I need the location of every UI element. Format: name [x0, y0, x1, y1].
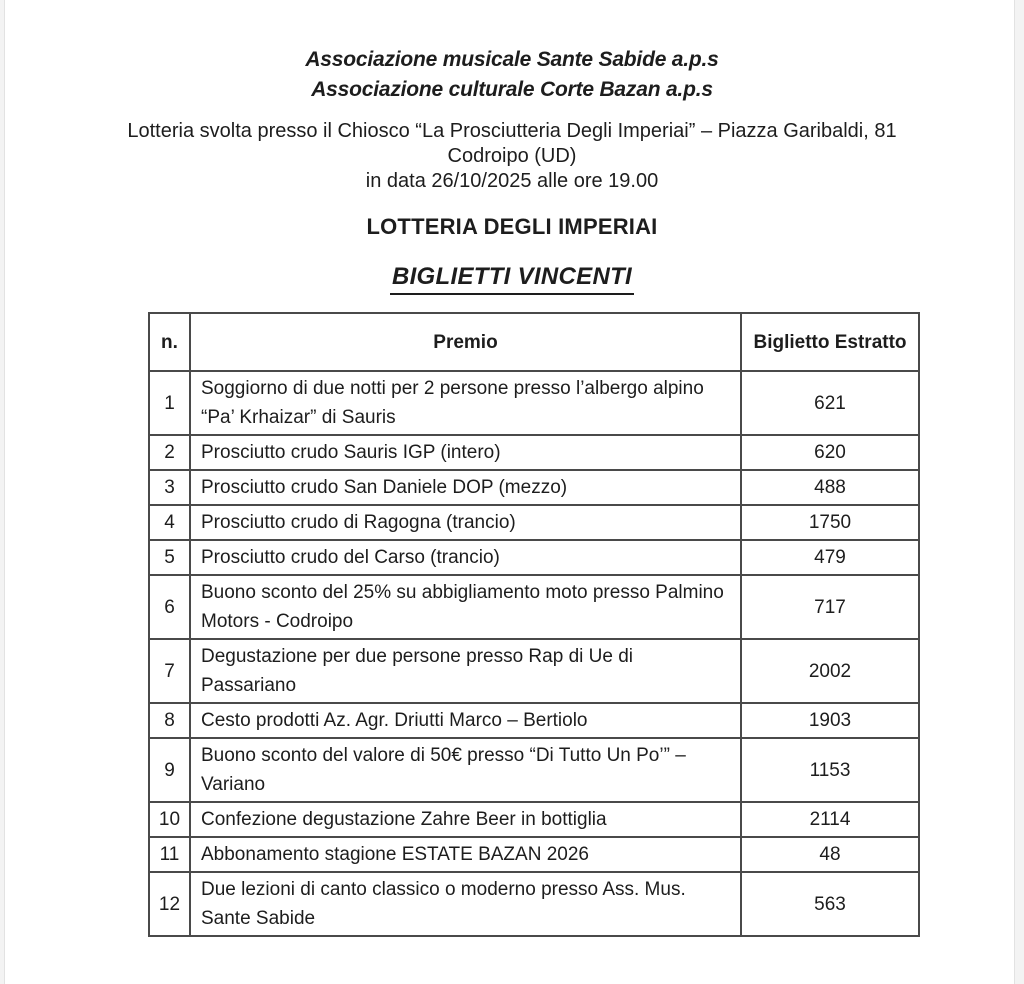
- subtitle-wrap: [0, 262, 1024, 294]
- row-number-cell: 2: [149, 435, 190, 470]
- table-row: [149, 435, 919, 470]
- prize-cell: Prosciutto crudo San Daniele DOP (mezzo): [190, 470, 741, 505]
- column-header-ticket: Biglietto Estratto: [741, 313, 919, 371]
- prize-cell: Due lezioni di canto classico o moderno presso Ass. Mus. Sante Sabide: [190, 872, 741, 936]
- ticket-cell: 620: [741, 435, 919, 470]
- prize-cell: Prosciutto crudo del Carso (trancio): [190, 540, 741, 575]
- row-number-cell: 4: [149, 505, 190, 540]
- prize-cell: Prosciutto crudo Sauris IGP (intero): [190, 435, 741, 470]
- table-row: [149, 738, 919, 802]
- row-number-cell: 10: [149, 802, 190, 837]
- prize-cell: Buono sconto del valore di 50€ presso “Di Tutto Un Po’” – Variano: [190, 738, 741, 802]
- prize-cell: Degustazione per due persone presso Rap di Ue di Passariano: [190, 639, 741, 703]
- row-number-cell: 1: [149, 371, 190, 435]
- prize-cell: Cesto prodotti Az. Agr. Driutti Marco – Bertiolo: [190, 703, 741, 738]
- table-row: [149, 639, 919, 703]
- prize-cell: Abbonamento stagione ESTATE BAZAN 2026: [190, 837, 741, 872]
- row-number-cell: 8: [149, 703, 190, 738]
- venue-info: [0, 119, 1024, 194]
- organization-header: [0, 45, 1024, 105]
- table-row: [149, 575, 919, 639]
- row-number-cell: 9: [149, 738, 190, 802]
- prize-cell: Prosciutto crudo di Ragogna (trancio): [190, 505, 741, 540]
- ticket-cell: 2002: [741, 639, 919, 703]
- organization-name-culturale: Associazione culturale Corte Bazan a.p.s: [311, 78, 713, 101]
- ticket-cell: 479: [741, 540, 919, 575]
- row-number-cell: 3: [149, 470, 190, 505]
- table-row: [149, 540, 919, 575]
- table-row: [149, 837, 919, 872]
- ticket-cell: 1153: [741, 738, 919, 802]
- table-row: [149, 470, 919, 505]
- row-number-cell: 12: [149, 872, 190, 936]
- column-header-number: n.: [149, 313, 190, 371]
- venue-city-line: Codroipo (UD): [447, 145, 577, 167]
- page-right-edge: [1014, 0, 1024, 984]
- table-row: [149, 872, 919, 936]
- winning-tickets-table: [148, 312, 920, 937]
- ticket-cell: 563: [741, 872, 919, 936]
- table-header-row: [149, 313, 919, 371]
- column-header-prize: Premio: [190, 313, 741, 371]
- ticket-cell: 621: [741, 371, 919, 435]
- organization-name-musicale: Associazione musicale Sante Sabide a.p.s: [305, 48, 719, 71]
- row-number-cell: 11: [149, 837, 190, 872]
- ticket-cell: 717: [741, 575, 919, 639]
- ticket-cell: 48: [741, 837, 919, 872]
- table-row: [149, 802, 919, 837]
- lottery-title: LOTTERIA DEGLI IMPERIAI: [366, 214, 658, 239]
- ticket-cell: 1750: [741, 505, 919, 540]
- row-number-cell: 7: [149, 639, 190, 703]
- ticket-cell: 1903: [741, 703, 919, 738]
- row-number-cell: 6: [149, 575, 190, 639]
- prize-cell: Confezione degustazione Zahre Beer in bottiglia: [190, 802, 741, 837]
- page-left-edge: [0, 0, 5, 984]
- table-row: [149, 505, 919, 540]
- table-row: [149, 703, 919, 738]
- winning-tickets-subtitle: BIGLIETTI VINCENTI: [390, 262, 634, 295]
- table-body: [149, 371, 919, 936]
- ticket-cell: 488: [741, 470, 919, 505]
- prize-cell: Soggiorno di due notti per 2 persone presso l’albergo alpino “Pa’ Krhaizar” di Sauris: [190, 371, 741, 435]
- prize-cell: Buono sconto del 25% su abbigliamento moto presso Palmino Motors - Codroipo: [190, 575, 741, 639]
- table-row: [149, 371, 919, 435]
- ticket-cell: 2114: [741, 802, 919, 837]
- venue-location-line: Lotteria svolta presso il Chiosco “La Prosciutteria Degli Imperiai” – Piazza Garibaldi, 81: [127, 120, 897, 142]
- row-number-cell: 5: [149, 540, 190, 575]
- venue-datetime-line: in data 26/10/2025 alle ore 19.00: [365, 170, 659, 192]
